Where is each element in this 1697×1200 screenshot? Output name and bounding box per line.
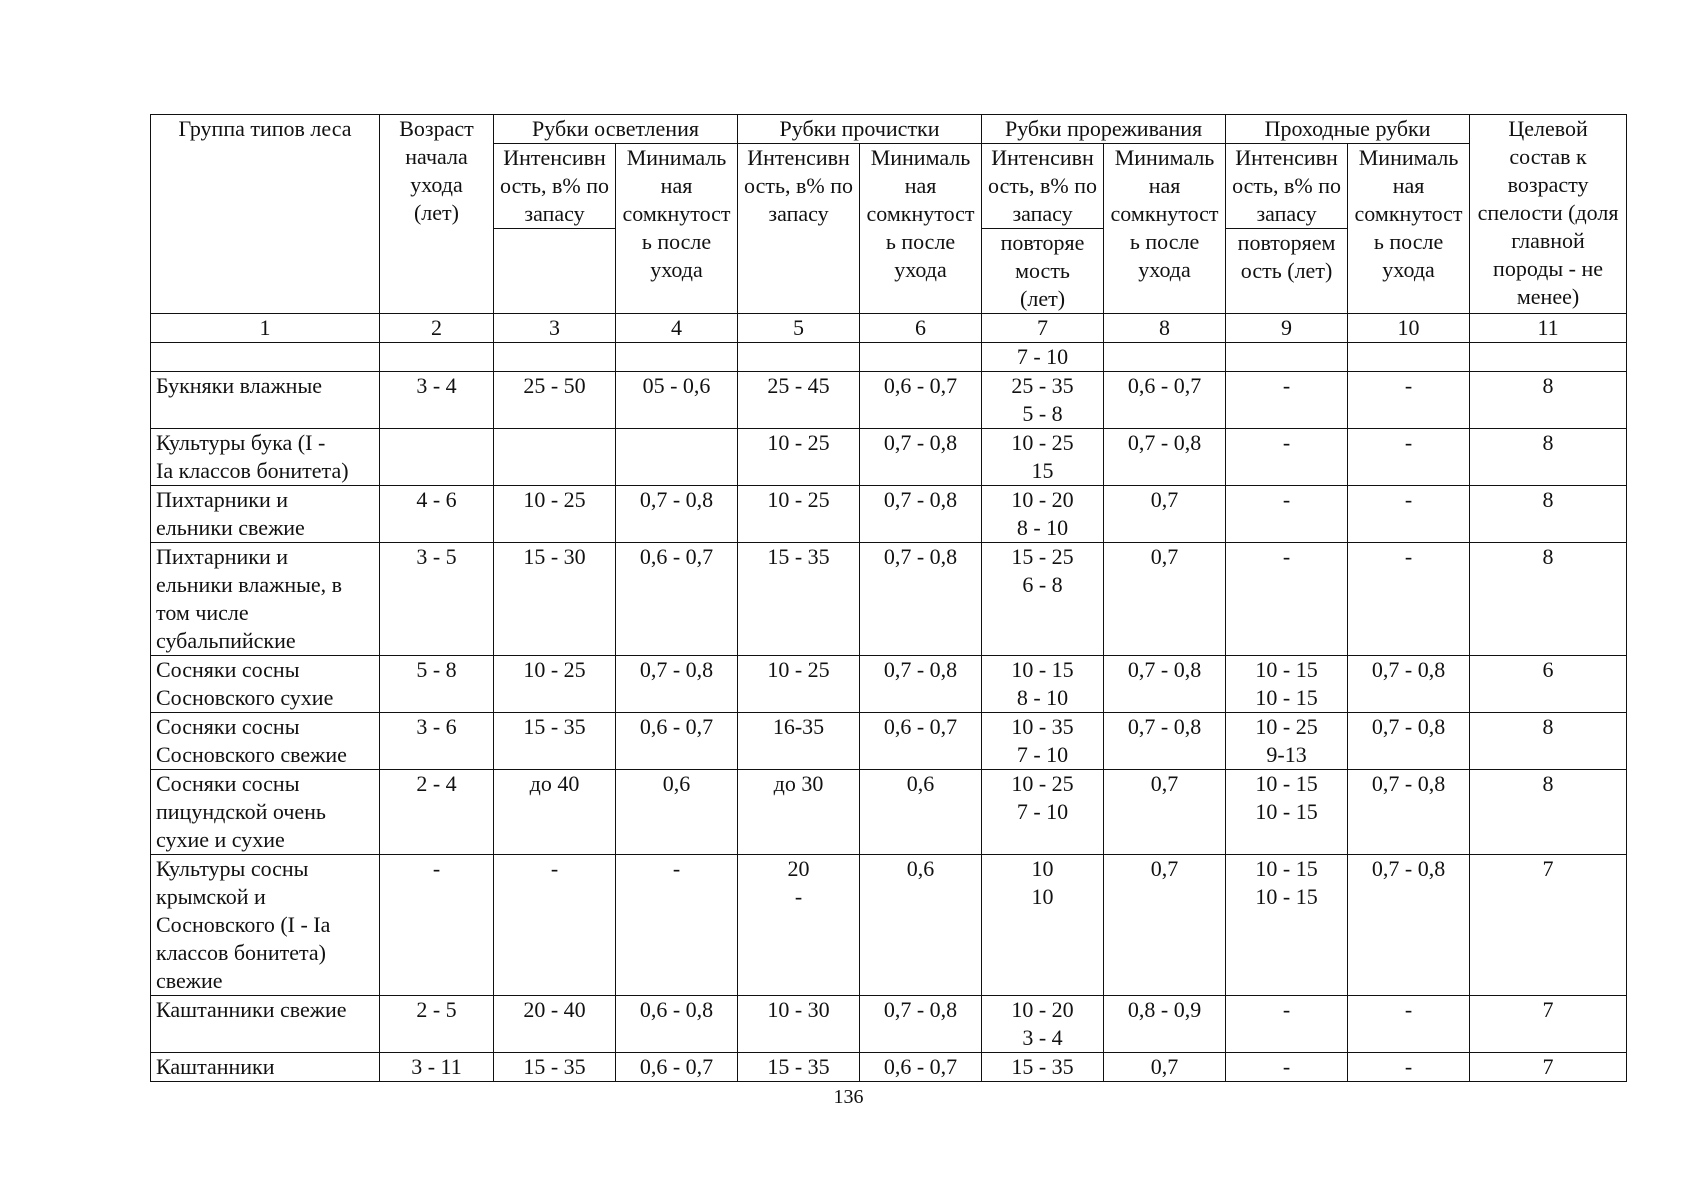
table-cell (380, 343, 494, 372)
table-cell: 15 - 35 (494, 1053, 616, 1082)
table-cell: - (1226, 372, 1348, 429)
table-cell: - (494, 855, 616, 996)
table-cell (1226, 343, 1348, 372)
table-cell: - (616, 855, 738, 996)
table-row (151, 429, 1627, 486)
table-cell: до 30 (738, 770, 860, 855)
table-cell: 0,7 - 0,8 (1104, 429, 1226, 486)
column-number: 11 (1470, 314, 1627, 343)
table-cell: 25 - 35 5 - 8 (982, 372, 1104, 429)
table-cell: 0,8 - 0,9 (1104, 996, 1226, 1053)
table-cell: 0,6 - 0,7 (616, 543, 738, 656)
forest-group-cell: Каштанники свежие (151, 996, 380, 1053)
forest-group-cell: Культуры сосны крымской и Сосновского (I - Ia классов бонитета) свежие (151, 855, 380, 996)
table-cell: 0,7 (1104, 855, 1226, 996)
table-cell: 3 - 6 (380, 713, 494, 770)
table-cell: - (1348, 1053, 1470, 1082)
table-cell: 0,7 - 0,8 (1104, 713, 1226, 770)
header-empty-3 (494, 229, 616, 314)
table-cell: 25 - 45 (738, 372, 860, 429)
table-cell: 16-35 (738, 713, 860, 770)
table-cell: 7 (1470, 1053, 1627, 1082)
table-cell (380, 429, 494, 486)
table-cell: 10 - 15 8 - 10 (982, 656, 1104, 713)
table-cell: 25 - 50 (494, 372, 616, 429)
table-cell: - (1348, 372, 1470, 429)
page-number: 136 (833, 1086, 864, 1108)
table-cell: 0,7 - 0,8 (616, 486, 738, 543)
table-row (151, 713, 1627, 770)
table-cell: 0,7 - 0,8 (1348, 855, 1470, 996)
table-cell: 6 (1470, 656, 1627, 713)
header-forest-group: Группа типов леса (151, 115, 380, 314)
table-cell: 0,6 - 0,7 (860, 372, 982, 429)
table-cell: 10 - 25 (738, 429, 860, 486)
table-cell: до 40 (494, 770, 616, 855)
forest-care-table (150, 114, 1627, 1082)
table-row (151, 996, 1627, 1053)
table-row (151, 855, 1627, 996)
table-cell: - (1348, 486, 1470, 543)
table-cell: 10 - 25 (494, 656, 616, 713)
table-cell: 0,6 (616, 770, 738, 855)
table-cell: 0,7 (1104, 543, 1226, 656)
table-cell: 15 - 35 (738, 543, 860, 656)
column-number: 8 (1104, 314, 1226, 343)
table-row (151, 543, 1627, 656)
table-row (151, 486, 1627, 543)
table-cell: 15 - 35 (738, 1053, 860, 1082)
table-cell (738, 343, 860, 372)
table-cell (1104, 343, 1226, 372)
header-min-closure-8: Минималь ная сомкнутост ь после ухода (1104, 144, 1226, 314)
table-cell: 10 - 25 15 (982, 429, 1104, 486)
column-number: 7 (982, 314, 1104, 343)
table-cell: 20 - 40 (494, 996, 616, 1053)
table-cell: 0,7 - 0,8 (860, 543, 982, 656)
table-cell: 15 - 30 (494, 543, 616, 656)
table-cell: 10 - 15 10 - 15 (1226, 770, 1348, 855)
table-cell: 15 - 25 6 - 8 (982, 543, 1104, 656)
column-number: 10 (1348, 314, 1470, 343)
table-cell: 10 - 25 (738, 486, 860, 543)
column-number: 6 (860, 314, 982, 343)
table-cell: 0,7 (1104, 486, 1226, 543)
table-cell: 8 (1470, 543, 1627, 656)
table-cell: 10 - 30 (738, 996, 860, 1053)
table-cell: - (1226, 543, 1348, 656)
table-cell: 0,6 - 0,7 (616, 713, 738, 770)
table-cell: 4 - 6 (380, 486, 494, 543)
table-cell: 7 (1470, 855, 1627, 996)
table-cell: 10 - 25 9-13 (1226, 713, 1348, 770)
table-cell (616, 343, 738, 372)
table-cell: 0,6 (860, 855, 982, 996)
table-cell: 7 - 10 (982, 343, 1104, 372)
header-repeat-7: повторяе мость (лет) (982, 229, 1104, 314)
table-cell: 10 - 25 7 - 10 (982, 770, 1104, 855)
table-cell (494, 429, 616, 486)
forest-group-cell: Пихтарники и ельники влажные, в том числе субальпийские (151, 543, 380, 656)
table-cell: 0,7 - 0,8 (860, 996, 982, 1053)
table-row (151, 656, 1627, 713)
table-cell: 3 - 4 (380, 372, 494, 429)
table-cell: 10 - 20 3 - 4 (982, 996, 1104, 1053)
table-cell: 20 - (738, 855, 860, 996)
header-intensity-7: Интенсивн ость, в% по запасу (982, 144, 1104, 229)
header-intensity-9: Интенсивн ость, в% по запасу (1226, 144, 1348, 229)
column-number: 3 (494, 314, 616, 343)
table-cell: 10 - 15 10 - 15 (1226, 656, 1348, 713)
forest-group-cell (151, 343, 380, 372)
column-number: 9 (1226, 314, 1348, 343)
table-cell: 0,6 - 0,7 (860, 1053, 982, 1082)
column-number-row (151, 314, 1627, 343)
table-cell: 8 (1470, 372, 1627, 429)
table-cell: 8 (1470, 486, 1627, 543)
table-cell: 0,7 (1104, 770, 1226, 855)
header-group-thinning: Рубки прореживания (982, 115, 1226, 144)
table-cell: - (1348, 429, 1470, 486)
table-row (151, 770, 1627, 855)
table-cell (1348, 343, 1470, 372)
table-cell: 2 - 4 (380, 770, 494, 855)
header-min-closure-6: Минималь ная сомкнутост ь после ухода (860, 144, 982, 314)
table-cell (494, 343, 616, 372)
table-cell: 2 - 5 (380, 996, 494, 1053)
table-row (151, 343, 1627, 372)
table-cell: 10 - 25 (738, 656, 860, 713)
table-cell: 8 (1470, 713, 1627, 770)
table-cell: 0,7 - 0,8 (860, 486, 982, 543)
table-cell: 0,6 - 0,8 (616, 996, 738, 1053)
column-number: 4 (616, 314, 738, 343)
table-cell: 3 - 11 (380, 1053, 494, 1082)
column-number: 2 (380, 314, 494, 343)
forest-group-cell: Сосняки сосны Сосновского свежие (151, 713, 380, 770)
table-cell: 10 - 20 8 - 10 (982, 486, 1104, 543)
header-start-age: Возраст начала ухода (лет) (380, 115, 494, 314)
table-cell (860, 343, 982, 372)
table-cell: 0,6 - 0,7 (860, 713, 982, 770)
table-cell: - (1226, 1053, 1348, 1082)
table-cell: 8 (1470, 770, 1627, 855)
header-intensity-5: Интенсивн ость, в% по запасу (738, 144, 860, 314)
forest-group-cell: Сосняки сосны Сосновского сухие (151, 656, 380, 713)
header-min-closure-4: Минималь ная сомкнутост ь после ухода (616, 144, 738, 314)
table-cell: 10 10 (982, 855, 1104, 996)
table-cell: 0,6 - 0,7 (1104, 372, 1226, 429)
table-cell: 5 - 8 (380, 656, 494, 713)
table-cell: 10 - 15 10 - 15 (1226, 855, 1348, 996)
table-cell: 05 - 0,6 (616, 372, 738, 429)
table-cell: 0,7 - 0,8 (1348, 713, 1470, 770)
table-cell: 8 (1470, 429, 1627, 486)
table-cell: 0,7 - 0,8 (860, 429, 982, 486)
table-cell: 10 - 25 (494, 486, 616, 543)
table-row (151, 1053, 1627, 1082)
table-cell: 15 - 35 (982, 1053, 1104, 1082)
table-cell: 7 (1470, 996, 1627, 1053)
forest-group-cell: Сосняки сосны пицундской очень сухие и сухие (151, 770, 380, 855)
table-cell (1470, 343, 1627, 372)
column-number: 5 (738, 314, 860, 343)
table-cell: 0,7 (1104, 1053, 1226, 1082)
forest-group-cell: Букняки влажные (151, 372, 380, 429)
table-cell: - (1226, 486, 1348, 543)
header-target-composition: Целевой состав к возрасту спелости (доля главной породы - не менее) (1470, 115, 1627, 314)
table-cell: 0,6 (860, 770, 982, 855)
table-cell: - (1348, 996, 1470, 1053)
table-cell: 3 - 5 (380, 543, 494, 656)
table-cell: 10 - 35 7 - 10 (982, 713, 1104, 770)
table-cell: 0,7 - 0,8 (616, 656, 738, 713)
table-cell: 0,7 - 0,8 (860, 656, 982, 713)
table-cell (616, 429, 738, 486)
table-cell: 0,7 - 0,8 (1104, 656, 1226, 713)
table-cell: - (1226, 429, 1348, 486)
header-repeat-9: повторяем ость (лет) (1226, 229, 1348, 314)
forest-group-cell: Культуры бука (I - Ia классов бонитета) (151, 429, 380, 486)
table-cell: - (1348, 543, 1470, 656)
column-number: 1 (151, 314, 380, 343)
table-cell: 15 - 35 (494, 713, 616, 770)
table-cell: - (380, 855, 494, 996)
header-min-closure-10: Минималь ная сомкнутост ь после ухода (1348, 144, 1470, 314)
table-cell: 0,7 - 0,8 (1348, 656, 1470, 713)
forest-group-cell: Каштанники (151, 1053, 380, 1082)
table-cell: 0,7 - 0,8 (1348, 770, 1470, 855)
table-cell: 0,6 - 0,7 (616, 1053, 738, 1082)
table-cell: - (1226, 996, 1348, 1053)
table-row (151, 372, 1627, 429)
header-group-lightening: Рубки осветления (494, 115, 738, 144)
header-intensity-3: Интенсивн ость, в% по запасу (494, 144, 616, 229)
header-group-passage: Проходные рубки (1226, 115, 1470, 144)
forest-group-cell: Пихтарники и ельники свежие (151, 486, 380, 543)
header-group-cleaning: Рубки прочистки (738, 115, 982, 144)
